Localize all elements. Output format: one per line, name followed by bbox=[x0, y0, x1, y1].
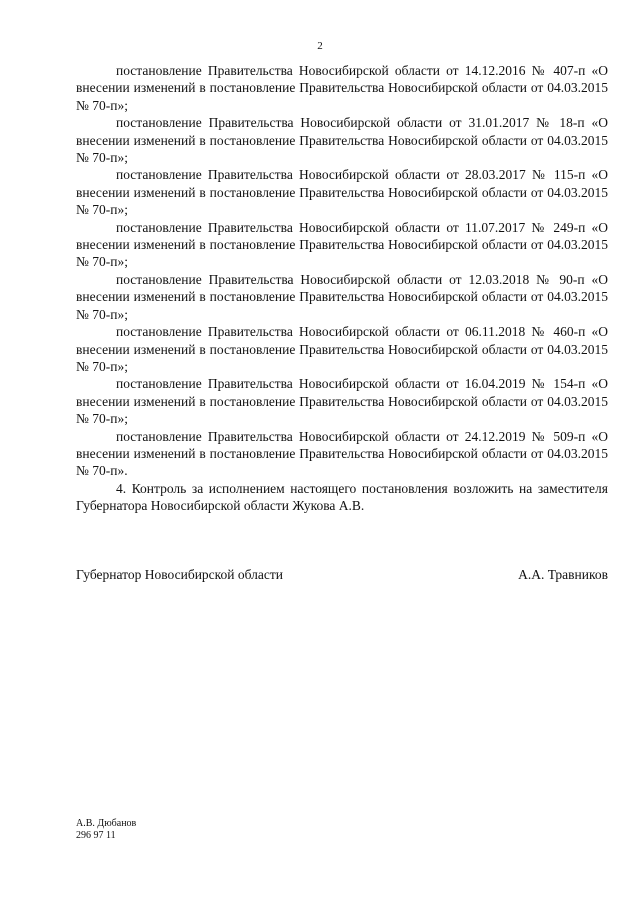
control-clause: 4. Контроль за исполнением настоящего постановления возложить на заместителя Губернатора Новосибирской области Жукова А.В. bbox=[76, 480, 608, 514]
executor-phone: 296 97 11 bbox=[76, 830, 116, 841]
signature-block bbox=[76, 566, 608, 583]
resolution-item: постановление Правительства Новосибирской области от 11.07.2017 № 249-п «О внесении изменений в постановление Правительства Новосибирской области от 04.03.2015 № 70-п»; bbox=[76, 219, 608, 270]
resolution-item: постановление Правительства Новосибирской области от 31.01.2017 № 18-п «О внесении изменений в постановление Правительства Новосибирской области от 04.03.2015 № 70-п»; bbox=[76, 115, 608, 166]
executor-name: А.В. Дюбанов bbox=[76, 818, 137, 829]
signatory-position: Губернатор Новосибирской области bbox=[76, 567, 284, 582]
resolution-item: постановление Правительства Новосибирской области от 28.03.2017 № 115-п «О внесении изменений в постановление Правительства Новосибирской области от 04.03.2015 № 70-п»; bbox=[76, 167, 608, 218]
resolution-item: постановление Правительства Новосибирской области от 06.11.2018 № 460-п «О внесении изменений в постановление Правительства Новосибирской области от 04.03.2015 № 70-п»; bbox=[76, 324, 608, 374]
executor-footer bbox=[76, 818, 136, 842]
resolution-item: постановление Правительства Новосибирской области от 24.12.2019 № 509-п «О внесении изменений в постановление Правительства Новосибирской области от 04.03.2015 № 70-п». bbox=[76, 428, 608, 479]
resolution-item: постановление Правительства Новосибирской области от 12.03.2018 № 90-п «О внесении изменений в постановление Правительства Новосибирской области от 04.03.2015 № 70-п»; bbox=[76, 271, 608, 322]
page-number: 2 bbox=[317, 40, 323, 52]
resolution-item: постановление Правительства Новосибирской области от 14.12.2016 № 407-п «О внесении изменений в постановление Правительства Новосибирской области от 04.03.2015 № 70-п»; bbox=[76, 63, 608, 113]
signatory-name: А.А. Травников bbox=[518, 567, 608, 582]
document-body bbox=[76, 62, 608, 515]
resolution-item: постановление Правительства Новосибирской области от 16.04.2019 № 154-п «О внесении изменений в постановление Правительства Новосибирской области от 04.03.2015 № 70-п»; bbox=[76, 376, 608, 427]
